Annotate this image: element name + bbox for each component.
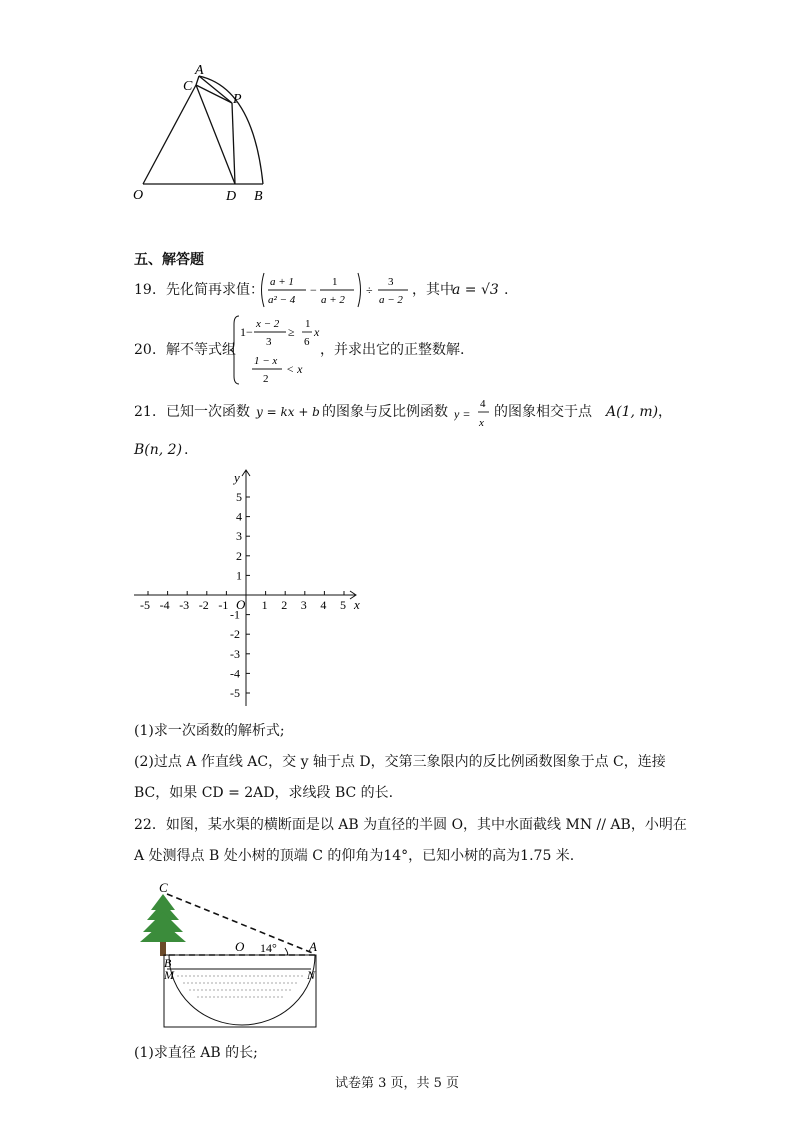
q21-inverse-function <box>454 396 494 432</box>
q20-prefix: ．解不等式组 <box>152 342 236 358</box>
q20-suffix: ，并求出它的正整数解. <box>320 342 465 358</box>
svg-text:3: 3 <box>266 336 272 348</box>
svg-text:4: 4 <box>480 398 486 410</box>
x-tick-label: 5 <box>340 598 346 612</box>
y-tick-label: -5 <box>230 686 240 700</box>
label-C: C <box>183 79 193 94</box>
y-tick-label: 2 <box>236 548 242 563</box>
q22-line2: A 处测得点 B 处小树的顶端 C 的仰角为14°，已知小树的高为1.75 米. <box>134 848 575 864</box>
segment-PD <box>232 103 235 184</box>
y-tick-label: 1 <box>236 568 242 583</box>
label-D: D <box>226 189 237 204</box>
question-20 <box>134 314 694 386</box>
svg-text:−: − <box>310 283 317 297</box>
label-N: N <box>307 968 316 982</box>
x-tick-label: 3 <box>300 598 307 612</box>
tree-icon <box>140 894 186 956</box>
q21-point-A: A(1, m) <box>606 404 659 420</box>
y-tick-label: -1 <box>230 607 240 622</box>
segment-OC <box>143 85 196 184</box>
origin-label: O <box>236 597 246 612</box>
y-tick-label: -2 <box>230 627 240 642</box>
question-19 <box>134 270 694 310</box>
canal-box <box>164 955 316 1027</box>
label-A: A <box>309 939 317 954</box>
q19-number: 19 <box>134 282 152 298</box>
q21-text-b: 的图象与反比例函数 <box>322 404 448 420</box>
y-tick-label: -4 <box>230 666 240 681</box>
svg-text:2: 2 <box>263 373 269 385</box>
q22-part1: (1)求直径 AB 的长; <box>134 1045 258 1061</box>
svg-text:1−: 1− <box>240 325 253 339</box>
y-tick-label: 3 <box>236 529 242 544</box>
q21-part2-line2: BC，如果 CD = 2AD，求线段 BC 的长. <box>134 785 394 801</box>
label-M: M <box>164 968 174 982</box>
label-B: B <box>254 189 263 204</box>
q21-comma: ， <box>658 404 672 420</box>
y-tick-label: 5 <box>236 490 242 504</box>
label-O: O <box>235 939 245 954</box>
svg-text:1: 1 <box>305 318 311 330</box>
y-axis-label: y <box>234 470 240 485</box>
x-tick-label: -1 <box>218 598 229 612</box>
q21-linear-function: y = kx + b <box>256 405 320 419</box>
x-tick-label: 4 <box>320 598 327 612</box>
svg-text:6: 6 <box>304 336 310 348</box>
question-21 <box>134 396 694 466</box>
svg-text:÷: ÷ <box>366 283 373 297</box>
canal-figure <box>135 880 335 1035</box>
x-tick-label: -3 <box>179 598 190 612</box>
label-A: A <box>195 63 204 78</box>
section-title: 五、解答题 <box>134 252 204 268</box>
label-C: C <box>159 880 168 895</box>
q21-part1: (1)求一次函数的解析式; <box>134 723 285 739</box>
q21-text-a: ．已知一次函数 <box>152 404 250 420</box>
svg-text:y =: y = <box>454 407 471 421</box>
q19-prefix: ．先化简再求值： <box>152 282 264 298</box>
svg-text:1 − x: 1 − x <box>254 355 278 367</box>
q21-part2-line1: (2)过点 A 作直线 AC，交 y 轴于点 D，交第三象限内的反比例函数图象于点 C，连接 <box>134 754 666 770</box>
svg-text:x: x <box>479 417 484 429</box>
svg-text:x: x <box>314 325 320 339</box>
q20-number: 20 <box>134 342 152 358</box>
q19-condition: a = √3 <box>452 282 499 298</box>
svg-text:< x: < x <box>286 362 303 376</box>
q19-suffix: ，其中 <box>412 282 454 298</box>
arc-AB <box>199 76 263 184</box>
label-angle: 14° <box>260 941 277 955</box>
svg-text:a + 1: a + 1 <box>270 276 294 288</box>
angle-arc <box>285 948 288 955</box>
coordinate-axes <box>130 466 370 710</box>
q21-text-c: 的图象相交于点 <box>494 404 592 420</box>
label-O: O <box>133 188 144 203</box>
q21-point-B: B(n, 2) <box>134 442 183 458</box>
q21-number: 21 <box>134 404 152 420</box>
x-tick-label: 1 <box>261 598 268 612</box>
x-tick-label: -5 <box>140 598 150 612</box>
q21-period: . <box>184 442 189 458</box>
svg-text:≥: ≥ <box>288 325 295 339</box>
label-P: P <box>233 92 242 107</box>
q19-end: . <box>504 282 509 298</box>
y-tick-label: -3 <box>230 646 240 661</box>
q22-line1 <box>134 815 687 835</box>
sector-figure <box>125 58 285 208</box>
page-footer: 试卷第 3 页，共 5 页 <box>334 1076 460 1091</box>
x-axis-label: x <box>354 597 360 612</box>
x-tick-label: -2 <box>198 598 209 612</box>
y-tick-label: 4 <box>236 509 242 524</box>
x-tick-label: -4 <box>159 598 170 612</box>
q22-number: 22 <box>134 817 152 833</box>
q22-text-line1: ．如图，某水渠的横断面是以 AB 为直径的半圆 O，其中水面截线 MN // AB，小明在 <box>151 817 687 833</box>
svg-text:1: 1 <box>332 276 338 288</box>
label-B: B <box>164 956 172 970</box>
svg-text:a + 2: a + 2 <box>321 294 345 306</box>
x-tick-label: 2 <box>281 598 288 612</box>
svg-text:a − 2: a − 2 <box>379 294 403 306</box>
svg-text:x − 2: x − 2 <box>256 318 280 330</box>
svg-text:a² − 4: a² − 4 <box>268 294 296 306</box>
svg-text:3: 3 <box>388 276 394 288</box>
